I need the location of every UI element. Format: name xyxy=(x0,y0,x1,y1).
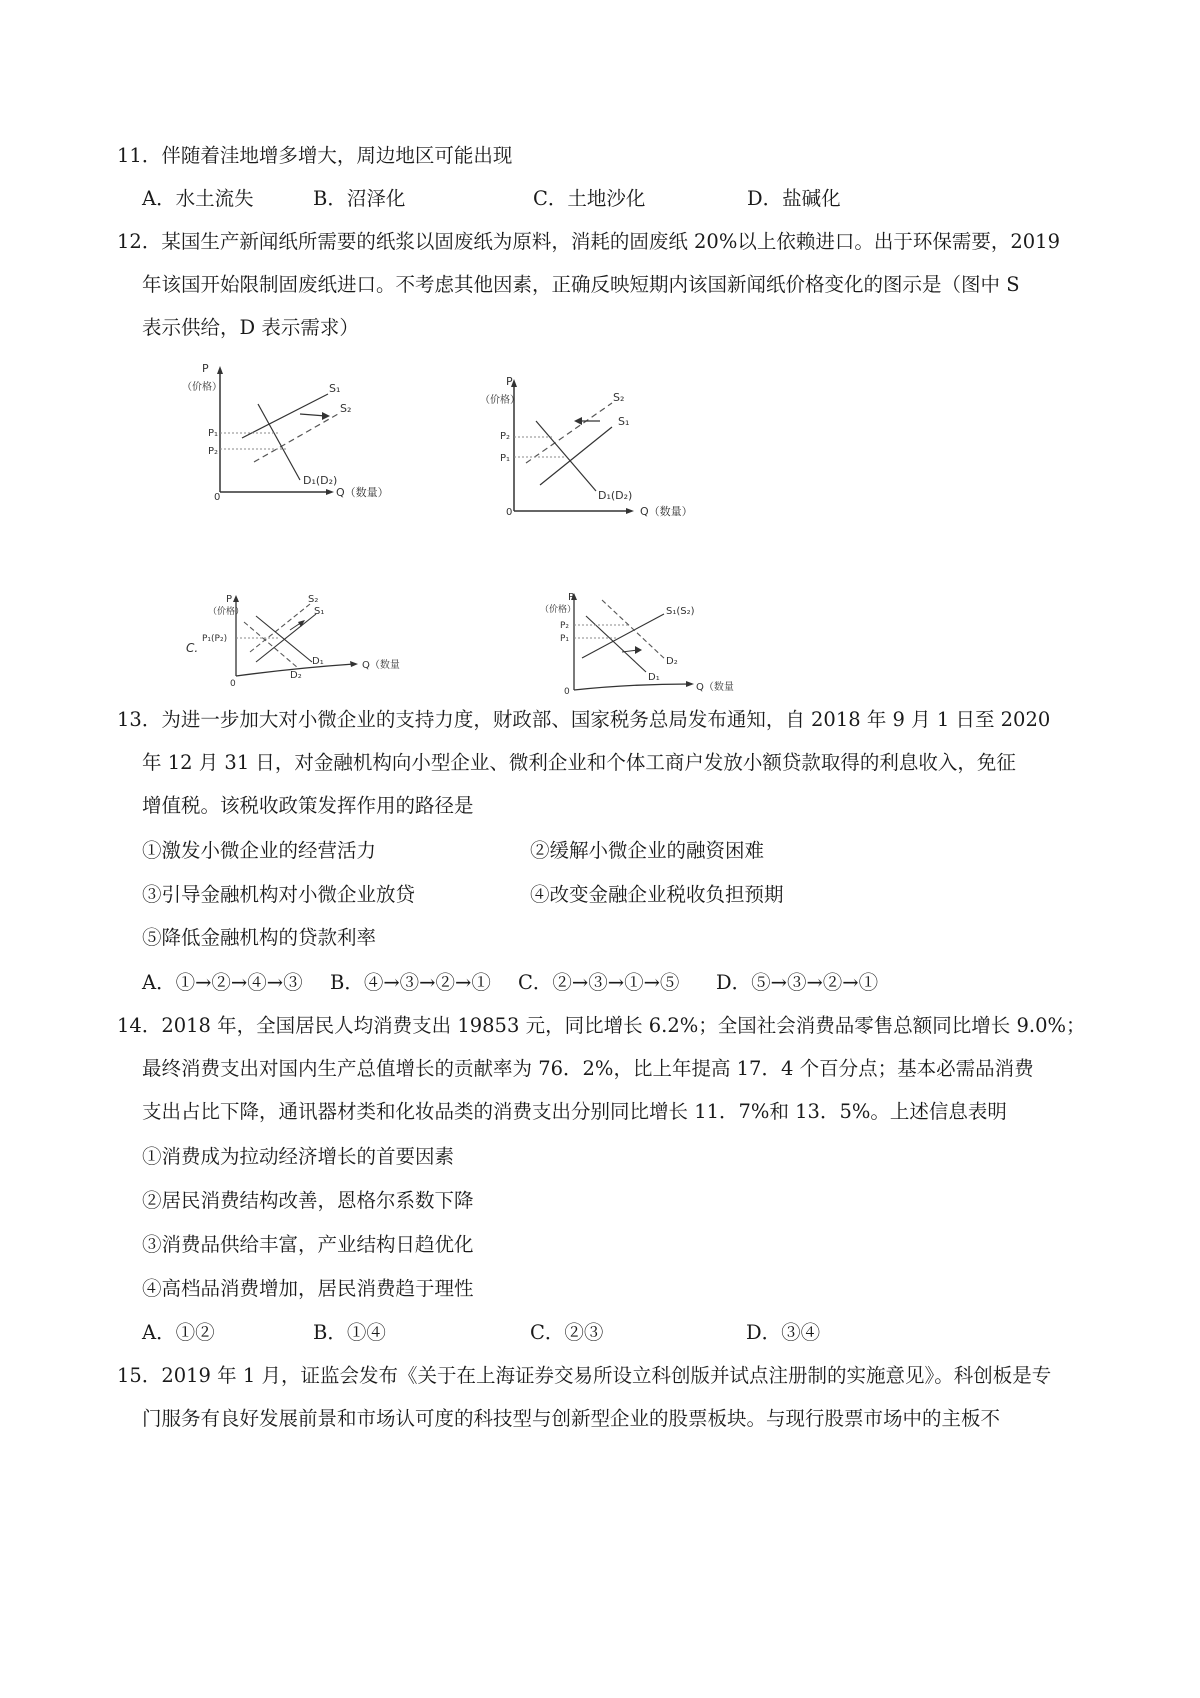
graph-d-p-label: P xyxy=(568,592,575,603)
graph-c-s1-label: S₁ xyxy=(314,606,325,617)
graph-a-origin: 0 xyxy=(214,492,221,503)
graph-a-p-label: P xyxy=(202,362,209,375)
q14-item-3: ③消费品供给丰富，产业结构日趋优化 xyxy=(142,1233,474,1256)
graph-a-y-unit: （价格） xyxy=(182,382,222,393)
q11-option-d: D．盐碱化 xyxy=(747,187,841,210)
graph-c-s2-label: S₂ xyxy=(308,594,319,605)
q12-graph-d xyxy=(530,590,790,705)
q14-stem-line-1: 14．2018 年，全国居民人均消费支出 19853 元，同比增长 6.2%；全国社会消费品零售总额同比增长 9.0%； xyxy=(117,1014,1086,1037)
graph-c-p-label: P xyxy=(226,594,233,605)
q12-stem-line-1: 12．某国生产新闻纸所需要的纸浆以固废纸为原料，消耗的固废纸 20%以上依赖进口。出于环保需要，2019 xyxy=(117,230,1060,253)
q12-graph-b xyxy=(480,375,740,525)
q14-item-2: ②居民消费结构改善，恩格尔系数下降 xyxy=(142,1189,474,1212)
graph-d-x-label: Q（数量 xyxy=(696,682,734,693)
q14-option-a: A．①② xyxy=(142,1321,215,1344)
q13-stem-line-2: 年 12 月 31 日，对金融机构向小型企业、微利企业和个体工商户发放小额贷款取得的利息收入，免征 xyxy=(142,751,1016,774)
graph-c-d2-label: D₂ xyxy=(290,670,302,681)
q14-stem-line-2: 最终消费支出对国内生产总值增长的贡献率为 76．2%，比上年提高 17．4 个百分点；基本必需品消费 xyxy=(142,1057,1034,1080)
q11-option-c: C．土地沙化 xyxy=(533,187,646,210)
graph-a-s1-label: S₁ xyxy=(329,382,341,395)
q13-option-c: C．②→③→①→⑤ xyxy=(518,971,680,994)
q14-option-d: D．③④ xyxy=(746,1321,821,1344)
graph-c-y-unit: （价格） xyxy=(208,607,245,617)
q13-stem-line-3: 增值税。该税收政策发挥作用的路径是 xyxy=(142,794,474,817)
graph-b-s1-label: S₁ xyxy=(618,415,630,428)
graph-a-p-top: P₁ xyxy=(208,428,219,439)
graph-c-letter: C. xyxy=(186,641,199,655)
q13-item-4: ④改变金融企业税收负担预期 xyxy=(530,883,784,906)
q13-item-5: ⑤降低金融机构的贷款利率 xyxy=(142,926,377,949)
q11-stem: 11．伴随着洼地增多增大，周边地区可能出现 xyxy=(117,144,513,167)
q14-option-c: C．②③ xyxy=(530,1321,604,1344)
graph-d-y-unit: （价格） xyxy=(540,605,577,615)
q14-option-b: B．①④ xyxy=(313,1321,386,1344)
q13-option-d: D．⑤→③→②→① xyxy=(716,971,879,994)
q15-stem-line-1: 15．2019 年 1 月，证监会发布《关于在上海证券交易所设立科创版并试点注册制的实施意见》。科创板是专 xyxy=(117,1364,1052,1387)
graph-b-s2-label: S₂ xyxy=(613,391,625,404)
graph-b-x-label: Q（数量） xyxy=(640,505,693,518)
graph-d-p-bot: P₁ xyxy=(560,634,570,644)
graph-b-origin: 0 xyxy=(506,507,513,518)
graph-b-d-label: D₁(D₂) xyxy=(598,489,633,502)
graph-b-p-bot: P₁ xyxy=(500,453,511,464)
q12-graph-a xyxy=(180,362,430,512)
q13-option-b: B．④→③→②→① xyxy=(330,971,491,994)
q11-option-a: A．水土流失 xyxy=(142,187,254,210)
q12-graph-c xyxy=(186,592,446,692)
q14-item-4: ④高档品消费增加，居民消费趋于理性 xyxy=(142,1277,474,1300)
graph-a-s2-label: S₂ xyxy=(340,402,352,415)
graph-d-s-label: S₁(S₂) xyxy=(666,606,695,617)
graph-c-d1-label: D₁ xyxy=(312,656,324,667)
graph-c-x-label: Q（数量 xyxy=(362,660,400,671)
q12-stem-line-3: 表示供给，D 表示需求） xyxy=(142,316,359,339)
q12-stem-line-2: 年该国开始限制固废纸进口。不考虑其他因素，正确反映短期内该国新闻纸价格变化的图示是（图中 S xyxy=(142,273,1020,296)
q13-item-1: ①激发小微企业的经营活力 xyxy=(142,839,377,862)
q11-option-b: B．沼泽化 xyxy=(313,187,406,210)
q13-item-3: ③引导金融机构对小微企业放贷 xyxy=(142,883,416,906)
graph-c-p-mid: P₁(P₂) xyxy=(202,634,228,644)
graph-b-y-unit: （价格） xyxy=(480,395,520,406)
graph-a-p-bot: P₂ xyxy=(208,446,219,457)
graph-b-p-label: P xyxy=(506,375,513,388)
graph-c-origin: 0 xyxy=(230,679,236,689)
graph-d-p-top: P₂ xyxy=(560,621,570,631)
q14-stem-line-3: 支出占比下降，通讯器材类和化妆品类的消费支出分别同比增长 11．7%和 13．5%。上述信息表明 xyxy=(142,1100,1007,1123)
q15-stem-line-2: 门服务有良好发展前景和市场认可度的科技型与创新型企业的股票板块。与现行股票市场中的主板不 xyxy=(142,1407,1001,1430)
graph-a-x-label: Q（数量） xyxy=(336,486,389,499)
q14-item-1: ①消费成为拉动经济增长的首要因素 xyxy=(142,1145,455,1168)
graph-d-d1-label: D₁ xyxy=(648,672,660,683)
graph-d-origin: 0 xyxy=(564,687,570,697)
q13-option-a: A．①→②→④→③ xyxy=(142,971,303,994)
graph-b-p-top: P₂ xyxy=(500,431,511,442)
q13-stem-line-1: 13．为进一步加大对小微企业的支持力度，财政部、国家税务总局发布通知，自 2018 年 9 月 1 日至 2020 xyxy=(117,708,1051,731)
q13-item-2: ②缓解小微企业的融资困难 xyxy=(530,839,765,862)
graph-d-d2-label: D₂ xyxy=(666,656,678,667)
graph-a-d-label: D₁(D₂) xyxy=(303,474,338,487)
